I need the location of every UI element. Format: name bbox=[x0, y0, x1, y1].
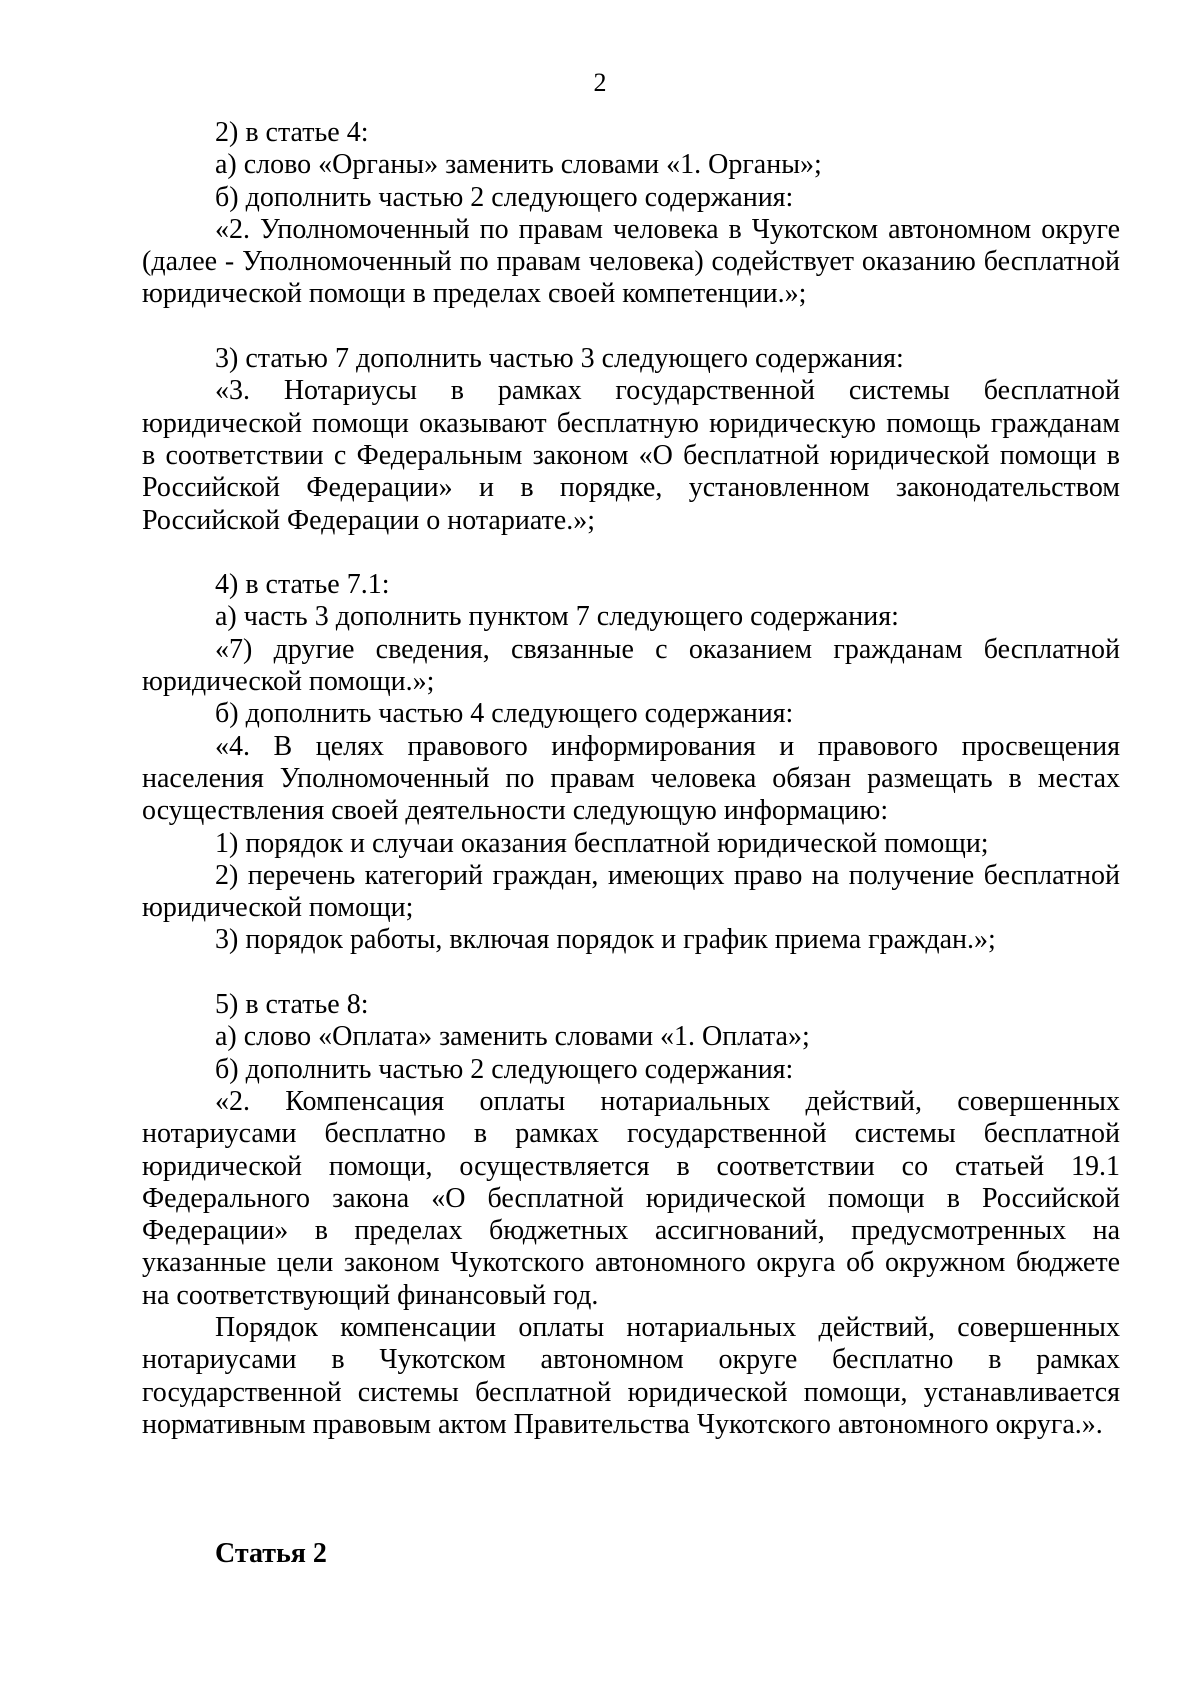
paragraph-gap bbox=[142, 537, 1120, 569]
paragraph-gap bbox=[142, 311, 1120, 343]
paragraph: «7) другие сведения, связанные с оказанием гражданам бесплатной юридической помощи.»; bbox=[142, 633, 1120, 698]
paragraph: а) часть 3 дополнить пунктом 7 следующего содержания: bbox=[215, 601, 899, 633]
paragraph: б) дополнить частью 4 следующего содержания: bbox=[215, 698, 794, 730]
paragraph: Порядок компенсации оплаты нотариальных действий, совершенных нотариусами в Чукотском автономном округе бесплатно в рамках государственной системы бесплатной юридической помощи, устанавливается нормативным правовым актом Правительства Чукотского автономного округа.». bbox=[142, 1311, 1120, 1440]
article-heading: Статья 2 bbox=[215, 1538, 327, 1570]
paragraph: «2. Компенсация оплаты нотариальных действий, совершенных нотариусами бесплатно в рамках государственной системы бесплатной юридической помощи, осуществляется в соответствии со статьей 19.1 Федерального закона «О бесплатной юридической помощи в Российской Федерации» в пределах бюджетных ассигнований, предусмотренных на указанные цели законом Чукотского автономного округа об окружном бюджете на соответствующий финансовый год. bbox=[142, 1085, 1120, 1311]
document-body bbox=[142, 117, 1120, 1570]
section-gap bbox=[142, 1441, 1120, 1538]
paragraph: 2) в статье 4: bbox=[215, 117, 369, 148]
paragraph-gap bbox=[142, 957, 1120, 989]
paragraph: а) слово «Оплата» заменить словами «1. Оплата»; bbox=[215, 1021, 810, 1053]
paragraph: «2. Уполномоченный по правам человека в Чукотском автономном округе (далее - Уполномоченный по правам человека) содействует оказанию бесплатной юридической помощи в пределах своей компетенции.»; bbox=[142, 213, 1120, 310]
paragraph: 1) порядок и случаи оказания бесплатной юридической помощи; bbox=[215, 827, 989, 859]
paragraph: 5) в статье 8: bbox=[215, 989, 369, 1021]
paragraph: 4) в статье 7.1: bbox=[215, 569, 390, 601]
paragraph: 2) перечень категорий граждан, имеющих право на получение бесплатной юридической помощи; bbox=[142, 859, 1120, 924]
page-number: 2 bbox=[593, 68, 607, 97]
paragraph: а) слово «Органы» заменить словами «1. Органы»; bbox=[215, 149, 822, 181]
paragraph: б) дополнить частью 2 следующего содержания: bbox=[215, 1053, 794, 1085]
paragraph: б) дополнить частью 2 следующего содержания: bbox=[215, 181, 794, 213]
paragraph: «4. В целях правового информирования и правового просвещения населения Уполномоченный по правам человека обязан размещать в местах осуществления своей деятельности следующую информацию: bbox=[142, 730, 1120, 827]
paragraph: «3. Нотариусы в рамках государственной системы бесплатной юридической помощи оказывают бесплатную юридическую помощь гражданам в соответствии с Федеральным законом «О бесплатной юридической помощи в Российской Федерации» и в порядке, установленном законодательством Российской Федерации о нотариате.»; bbox=[142, 375, 1120, 536]
paragraph: 3) статью 7 дополнить частью 3 следующего содержания: bbox=[215, 343, 904, 375]
paragraph: 3) порядок работы, включая порядок и график приема граждан.»; bbox=[215, 924, 996, 956]
